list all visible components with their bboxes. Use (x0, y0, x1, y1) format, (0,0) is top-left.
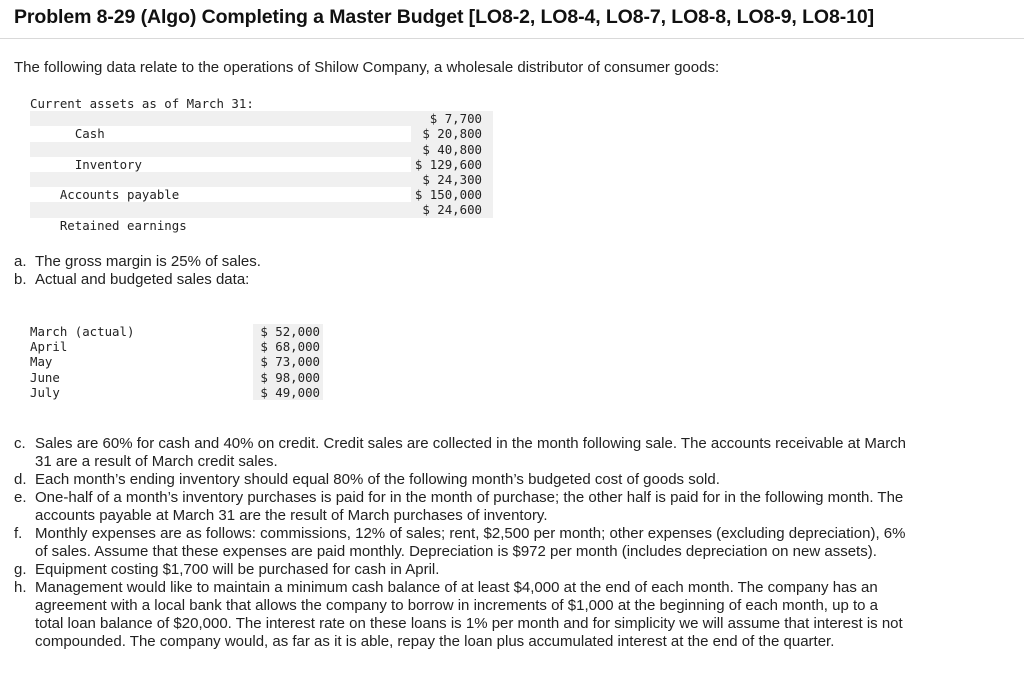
value-cell (411, 187, 493, 202)
item-line: compounded. The company would, as far as it is able, repay the loan plus accumulated interest at the end of the quarter. (35, 633, 835, 650)
value-cell (411, 172, 493, 187)
item-line: 31 are a result of March credit sales. (35, 453, 278, 470)
list-item (14, 561, 1014, 579)
sales-month: May (30, 354, 53, 370)
sales-month: April (30, 339, 68, 355)
row-label-inventory: Inventory (74, 156, 142, 172)
item-label: h. (14, 579, 27, 596)
item-text: The gross margin is 25% of sales. (35, 253, 261, 270)
item-line: accounts payable at March 31 are the result of March purchases of inventory. (35, 507, 548, 524)
table-row (30, 385, 260, 400)
value-retained-earnings: $ 24,600 (422, 202, 482, 218)
title-divider (0, 38, 1024, 39)
table-row (30, 126, 413, 141)
value-cell (411, 202, 493, 217)
current-assets-header: Current assets as of March 31: (30, 96, 254, 111)
item-label: f. (14, 525, 23, 542)
list-item (14, 579, 1014, 651)
item-line: of sales. Assume that these expenses are paid monthly. Depreciation is $972 per month (includes depreciation on new assets). (35, 543, 877, 560)
list-item (14, 471, 1014, 489)
item-line: Management would like to maintain a minimum cash balance of at least $4,000 at the end of each month. The company has an (35, 579, 878, 596)
list-item (14, 271, 1004, 289)
list-item (14, 489, 1014, 525)
value-building-equipment: $ 129,600 (414, 156, 482, 172)
value-cell (253, 354, 323, 369)
value-common-stock: $ 150,000 (414, 187, 482, 203)
item-line: Monthly expenses are as follows: commissions, 12% of sales; rent, $2,500 per month; other expenses (excluding depreciation), 6% (35, 525, 906, 542)
table-row (30, 202, 413, 233)
item-line: agreement with a local bank that allows the company to borrow in increments of $1,000 at the beginning of each month, up to a (35, 597, 879, 614)
table-row (30, 324, 260, 339)
intro-text: The following data relate to the operations of Shilow Company, a wholesale distributor of consumer goods: (14, 59, 720, 76)
value-cell (411, 142, 493, 157)
table-row (30, 142, 413, 172)
value-cell (411, 111, 493, 126)
item-label: g. (14, 561, 27, 578)
item-label: b. (14, 271, 27, 288)
table-row (30, 354, 260, 369)
sales-value-april: $ 68,000 (260, 339, 320, 355)
row-label-retained-earnings: Retained earnings (59, 217, 187, 233)
assumptions-list-ab (14, 253, 1004, 289)
value-cell (253, 324, 323, 339)
sales-month: June (30, 369, 60, 385)
value-cell (411, 126, 493, 141)
value-cash: $ 7,700 (429, 111, 482, 127)
value-cell (253, 339, 323, 354)
row-label-accounts-payable: Accounts payable (59, 187, 180, 203)
table-row (30, 187, 413, 202)
value-inventory: $ 40,800 (422, 141, 482, 157)
value-cell (253, 370, 323, 385)
item-line: Sales are 60% for cash and 40% on credit. Credit sales are collected in the month following sale. The accounts receivable at March (35, 435, 907, 452)
table-row (30, 157, 413, 172)
value-accounts-payable: $ 24,300 (422, 172, 482, 187)
list-item (14, 253, 1004, 271)
sales-value-may: $ 73,000 (260, 354, 320, 370)
table-row (30, 339, 260, 354)
sales-month: March (actual) (30, 324, 135, 339)
list-item (14, 525, 1014, 561)
item-label: e. (14, 489, 27, 506)
item-text: Actual and budgeted sales data: (35, 271, 250, 288)
item-label: c. (14, 435, 26, 452)
sales-month: July (30, 384, 60, 400)
sales-data-table (30, 324, 330, 404)
sales-value-july: $ 49,000 (260, 384, 320, 400)
list-item (14, 435, 1014, 471)
item-line: Each month’s ending inventory should equal 80% of the following month’s budgeted cost of goods sold. (35, 471, 720, 488)
value-cell (411, 157, 493, 172)
table-row (30, 370, 260, 385)
item-line: total loan balance of $20,000. The interest rate on these loans is 1% per month and for simplicity we will assume that interest is not (35, 615, 903, 632)
assumptions-list-ch (14, 435, 1014, 651)
value-accounts-receivable: $ 20,800 (422, 126, 482, 142)
value-cell (253, 385, 323, 400)
sales-value-june: $ 98,000 (260, 369, 320, 385)
table-row (30, 172, 413, 203)
item-label: d. (14, 471, 27, 488)
problem-title: Problem 8-29 (Algo) Completing a Master Budget [LO8-2, LO8-4, LO8-7, LO8-8, LO8-9, LO8-10] (14, 6, 874, 28)
item-label: a. (14, 253, 27, 270)
sales-value-march: $ 52,000 (260, 324, 320, 339)
table-row (30, 111, 413, 142)
item-line: Equipment costing $1,700 will be purchased for cash in April. (35, 561, 440, 578)
row-label-cash: Cash (74, 126, 105, 142)
current-assets-table (30, 96, 495, 233)
item-line: One-half of a month’s inventory purchases is paid for in the month of purchase; the other half is paid for in the following month. The (35, 489, 904, 506)
